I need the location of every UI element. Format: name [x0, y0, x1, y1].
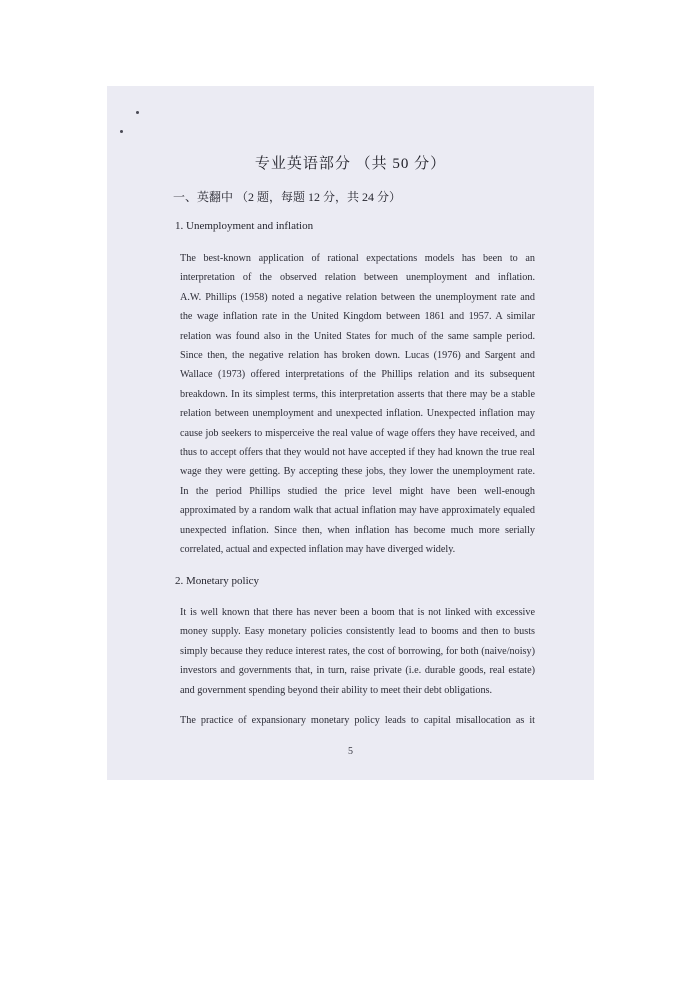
question-1-passage [180, 249, 535, 560]
section-heading: 一、英翻中 （2 题，每题 12 分，共 24 分） [173, 190, 402, 204]
passage-line: money supply. Easy monetary policies consistently lead to booms and then to busts [180, 626, 535, 638]
passage-line: The practice of expansionary monetary policy leads to capital misallocation as it [180, 715, 535, 726]
passage-line: relation between unemployment and unexpected inflation. Unexpected inflation may [180, 408, 535, 420]
passage-line: simply because they reduce interest rates, the cost of borrowing, for both (naive/noisy) [180, 645, 535, 657]
question-2-passage [180, 603, 535, 700]
passage-line: and government spending beyond their ability to meet their debt obligations. [180, 684, 493, 696]
page-title: 专业英语部分 （共 50 分） [254, 156, 447, 172]
passage-line: The best-known application of rational expectations models has been to an [180, 253, 535, 264]
question-1-heading: 1. Unemployment and inflation [175, 220, 314, 232]
passage-line: It is well known that there has never been a boom that is not linked with excessive [180, 607, 535, 618]
scan-speck [136, 111, 139, 114]
passage-line: the wage inflation rate in the United Kingdom between 1861 and 1957. A similar [180, 311, 535, 323]
passage-line: interpretation of the observed relation between unemployment and inflation. [180, 272, 535, 284]
passage-line: Wallace (1973) offered interpretations of the Phillips relation and its subsequent [180, 369, 535, 381]
passage-line: breakdown. In its simplest terms, this interpretation asserts that there may be a stable [180, 388, 535, 400]
passage-line: wage they were getting. By accepting these jobs, they lower the unemployment rate. [180, 466, 535, 478]
passage-line: investors and governments that, in turn, raise private (i.e. durable goods, real estate) [180, 665, 535, 677]
passage-line: In the period Phillips studied the price level might have been well-enough [180, 485, 535, 497]
passage-line: unexpected inflation. Since then, when inflation has become much more serially [180, 524, 535, 536]
page-number: 5 [348, 746, 353, 757]
question-2-heading: 2. Monetary policy [175, 575, 260, 587]
passage-line: thus to accept offers that they would not have accepted if they had known the true real [180, 447, 535, 459]
question-2-continuation [180, 711, 535, 730]
passage-line: correlated, actual and expected inflation may have diverged widely. [180, 544, 456, 556]
passage-line: Since then, the negative relation has broken down. Lucas (1976) and Sargent and [180, 350, 535, 362]
passage-line: A.W. Phillips (1958) noted a negative relation between the unemployment rate and [180, 291, 535, 303]
passage-line: relation was found also in the United States for much of the same sample period. [180, 330, 535, 342]
passage-line: approximated by a random walk that actual inflation may have approximately equaled [180, 505, 535, 517]
passage-line: cause job seekers to misperceive the real value of wage offers they have received, and [180, 427, 535, 439]
scanned-page [107, 86, 594, 780]
scan-speck [120, 130, 123, 133]
